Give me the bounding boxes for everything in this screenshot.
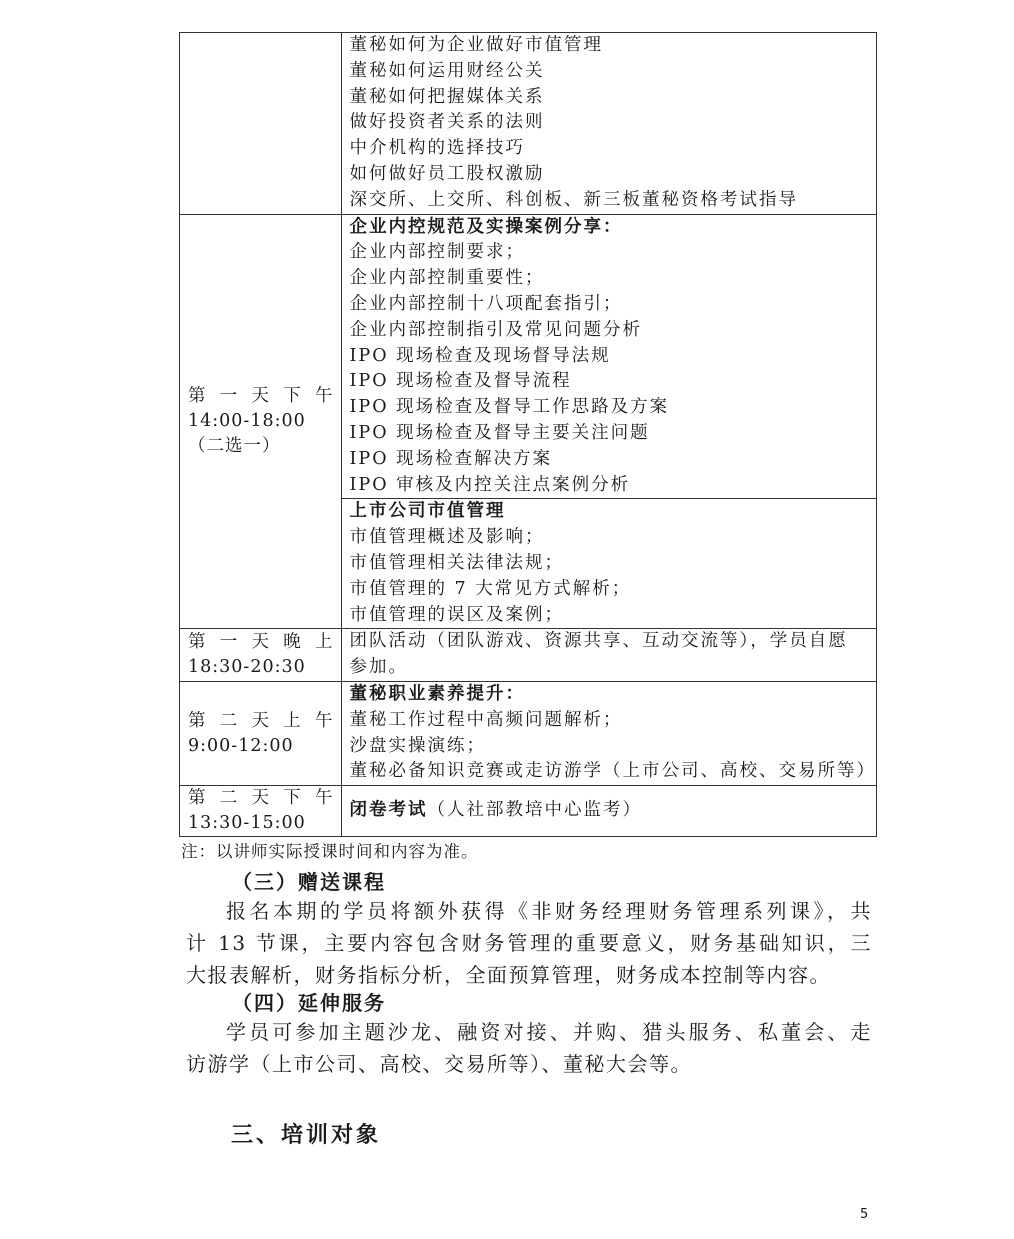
time-range: 14:00-18:00 xyxy=(188,410,306,431)
content-cell xyxy=(341,629,877,682)
list-item: 中介机构的选择技巧 xyxy=(349,138,525,159)
table-row xyxy=(180,33,877,215)
time-cell xyxy=(180,629,342,682)
list-item: 企业内部控制重要性； xyxy=(349,268,545,289)
content-cell xyxy=(341,786,877,837)
list-item: 做好投资者关系的法则 xyxy=(349,112,545,133)
content-cell xyxy=(341,33,877,215)
list-item: IPO 审核及内控关注点案例分析 xyxy=(349,474,631,495)
time-note: （二选一） xyxy=(188,435,281,456)
extend-paragraph xyxy=(186,1016,872,1080)
content-cell xyxy=(341,214,877,499)
list-item: 董秘工作过程中高频问题解析； xyxy=(349,709,623,730)
time-day: 第一天晚上 xyxy=(188,632,335,653)
paragraph-line: 大报表解析，财务指标分析，全面预算管理，财务成本控制等内容。 xyxy=(186,963,831,987)
paragraph-line: 访游学（上市公司、高校、交易所等）、董秘大会等。 xyxy=(186,1052,692,1076)
table-row xyxy=(180,629,877,682)
gift-paragraph xyxy=(186,895,872,991)
exam-detail: （人社部教培中心监考） xyxy=(427,800,642,821)
list-item: 市值管理相关法律法规； xyxy=(349,552,564,573)
exam-label: 闭卷考试 xyxy=(349,800,428,821)
list-item: 深交所、上交所、科创板、新三板董秘资格考试指导 xyxy=(349,189,798,210)
section-heading-extend: （四）延伸服务 xyxy=(232,991,386,1015)
paragraph-line: 报名本期的学员将额外获得《非财务经理财务管理系列课》，共 xyxy=(226,899,872,923)
list-item: 团队活动（团队游戏、资源共享、互动交流等），学员自愿 xyxy=(349,631,848,652)
list-item: 董秘如何把握媒体关系 xyxy=(349,86,545,107)
list-item: 企业内部控制要求； xyxy=(349,242,525,263)
block-heading: 上市公司市值管理 xyxy=(349,501,506,522)
time-range: 9:00-12:00 xyxy=(188,735,294,756)
time-range: 18:30-20:30 xyxy=(188,657,306,678)
content-cell xyxy=(341,681,877,785)
list-item: IPO 现场检查及督导流程 xyxy=(349,371,572,392)
list-item: IPO 现场检查及督导主要关注问题 xyxy=(349,422,650,443)
table-row xyxy=(180,681,877,785)
list-item: 参加。 xyxy=(349,657,408,678)
paragraph-line: 计 13 节课，主要内容包含财务管理的重要意义，财务基础知识，三 xyxy=(186,931,872,955)
list-item: 董秘如何运用财经公关 xyxy=(349,60,545,81)
time-cell xyxy=(180,214,342,629)
content-cell xyxy=(341,499,877,629)
list-item: IPO 现场检查解决方案 xyxy=(349,448,553,469)
block-heading: 董秘职业素养提升： xyxy=(349,683,525,704)
section-title: 三、培训对象 xyxy=(231,1122,382,1148)
time-cell xyxy=(180,681,342,785)
exam-line xyxy=(350,798,877,824)
table-row xyxy=(180,786,877,837)
paragraph-line: 学员可参加主题沙龙、融资对接、并购、猎头服务、私董会、走 xyxy=(226,1020,872,1044)
time-day: 第一天下午 xyxy=(188,385,335,406)
list-item: 市值管理的 7 大常见方式解析； xyxy=(349,578,632,599)
page-number: 5 xyxy=(860,1207,869,1222)
list-item: 董秘如何为企业做好市值管理 xyxy=(349,35,603,55)
block-heading: 企业内控规范及实操案例分享： xyxy=(349,216,623,237)
list-item: IPO 现场检查及现场督导法规 xyxy=(349,345,611,366)
time-day: 第二天上午 xyxy=(188,710,335,731)
list-item: IPO 现场检查及督导工作思路及方案 xyxy=(349,397,670,418)
time-day: 第二天下午 xyxy=(188,788,335,809)
table-note: 注：以讲师实际授课时间和内容为准。 xyxy=(181,842,479,861)
list-item: 市值管理的误区及案例； xyxy=(349,604,564,625)
list-item: 如何做好员工股权激励 xyxy=(349,163,545,184)
list-item: 董秘必备知识竞赛或走访游学（上市公司、高校、交易所等） xyxy=(349,761,876,782)
list-item: 企业内部控制十八项配套指引； xyxy=(349,293,623,314)
schedule-table xyxy=(179,32,877,837)
list-item: 企业内部控制指引及常见问题分析 xyxy=(349,319,642,340)
time-cell xyxy=(180,786,342,837)
section-heading-gift: （三）赠送课程 xyxy=(232,870,386,894)
table-row xyxy=(180,214,877,499)
time-cell xyxy=(180,33,342,215)
time-range: 13:30-15:00 xyxy=(188,813,306,834)
list-item: 市值管理概述及影响； xyxy=(349,527,545,548)
list-item: 沙盘实操演练； xyxy=(349,735,486,756)
